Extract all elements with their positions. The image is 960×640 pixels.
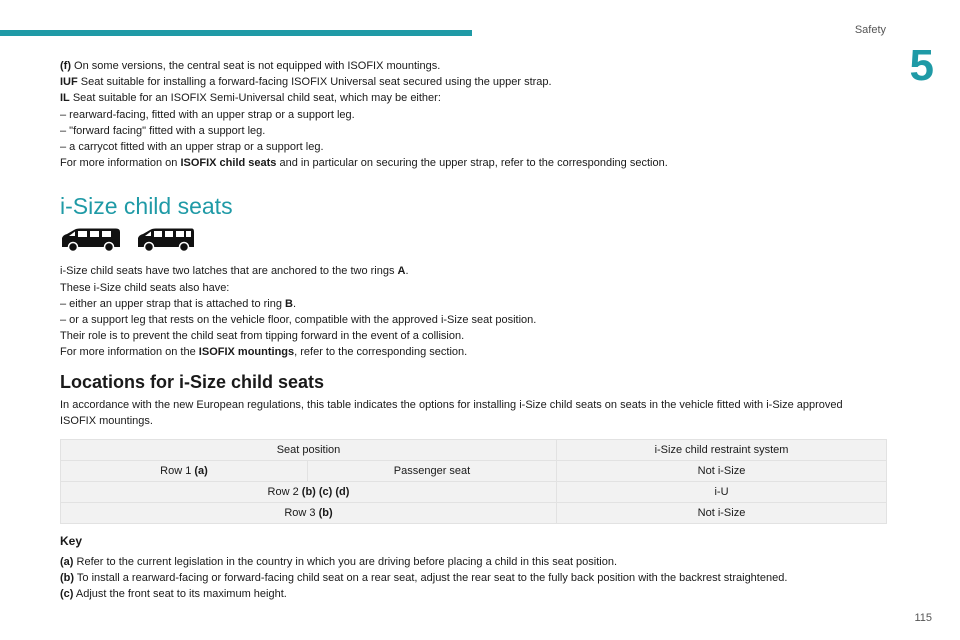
- section-name: Safety: [854, 24, 886, 36]
- table-cell: Row 3 (b): [61, 503, 557, 524]
- isize-line: For more information on the ISOFIX mountings, refer to the corresponding section.: [60, 346, 468, 359]
- isize-line: i-Size child seats have two latches that are anchored to the two rings A.: [60, 265, 409, 278]
- note-line: – "forward facing" fitted with a support leg.: [60, 124, 266, 137]
- long-van-icon: [136, 227, 196, 253]
- table-header-cell: i-Size child restraint system: [557, 440, 887, 461]
- more-info-line: For more information on ISOFIX child seats and in particular on securing the upper strap, refer to the corresponding section.: [60, 157, 668, 170]
- table-cell: Not i-Size: [557, 461, 887, 482]
- key-item: (c) Adjust the front seat to its maximum height.: [60, 588, 287, 601]
- key-item: (a) Refer to the current legislation in the country in which you are driving before placing a child in this seat position.: [60, 556, 618, 569]
- note-line: (f) On some versions, the central seat is not equipped with ISOFIX mountings.: [60, 60, 441, 72]
- table-header-cell: Seat position: [61, 440, 557, 461]
- table-cell: i-U: [557, 482, 887, 503]
- key-item: (b) To install a rearward-facing or forward-facing child seat on a rear seat, adjust the rear seat to the fully back position with the backrest straightened.: [60, 572, 788, 585]
- table-cell: Row 1 (a): [61, 461, 308, 482]
- table-row: [61, 482, 887, 503]
- key-list: [60, 554, 890, 603]
- notes-block: [60, 58, 890, 171]
- table-header-row: [61, 440, 887, 461]
- table-cell: Not i-Size: [557, 503, 887, 524]
- isize-line: Their role is to prevent the child seat from tipping forward in the event of a collision.: [60, 330, 465, 343]
- table-row: [61, 503, 887, 524]
- isize-locations-table: [60, 439, 887, 524]
- key-title: Key: [60, 534, 83, 549]
- isize-line: – either an upper strap that is attached to ring B.: [60, 297, 297, 310]
- note-line: IL Seat suitable for an ISOFIX Semi-Universal child seat, which may be either:: [60, 92, 441, 105]
- locations-title: Locations for i-Size child seats: [60, 371, 325, 392]
- page-number: 115: [914, 612, 932, 624]
- note-line: IUF Seat suitable for installing a forward-facing ISOFIX Universal seat secured using the upper strap.: [60, 76, 552, 89]
- header-accent-bar: [0, 30, 472, 36]
- vehicle-icons: [60, 227, 890, 253]
- table-cell: Row 2 (b) (c) (d): [61, 482, 557, 503]
- note-line: – a carrycot fitted with an upper strap or a support leg.: [60, 141, 324, 154]
- isize-line: – or a support leg that rests on the vehicle floor, compatible with the approved i-Size seat position.: [60, 314, 537, 327]
- page-content: [60, 58, 890, 603]
- table-cell: Passenger seat: [308, 461, 557, 482]
- note-line: – rearward-facing, fitted with an upper strap or a support leg.: [60, 108, 355, 121]
- table-row: [61, 461, 887, 482]
- van-icon: [60, 227, 122, 253]
- chapter-number: 5: [909, 41, 934, 90]
- isize-section-title: i-Size child seats: [60, 193, 233, 220]
- isize-line: These i-Size child seats also have:: [60, 281, 230, 294]
- locations-intro: In accordance with the new European regulations, this table indicates the options for installing i-Size child seats on seats in the vehicle fitted with i-Size approved ISOFIX mountings.: [60, 398, 843, 427]
- isize-description: [60, 263, 890, 360]
